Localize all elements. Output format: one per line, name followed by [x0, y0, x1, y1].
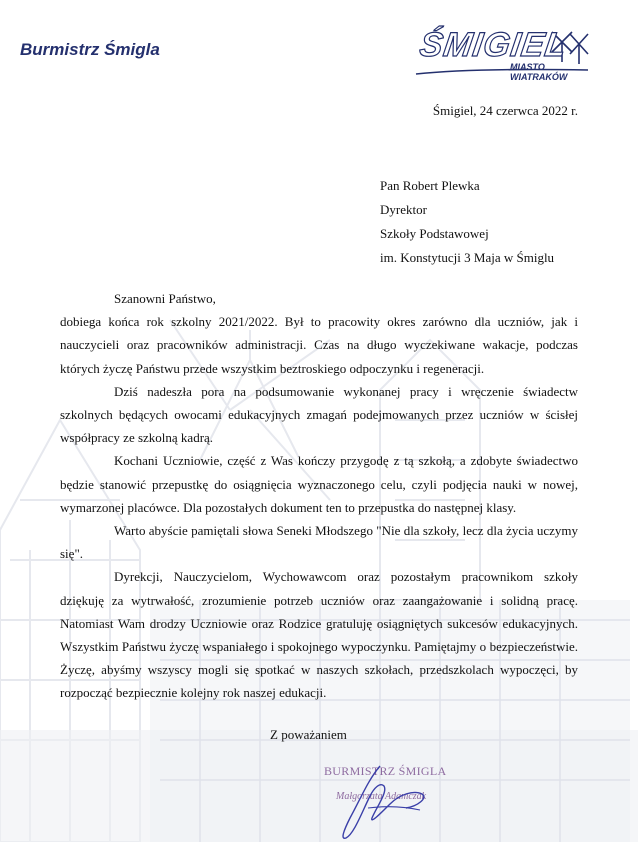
- recipient-school-name: im. Konstytucji 3 Maja w Śmiglu: [380, 250, 555, 265]
- handwritten-signature: [310, 760, 490, 842]
- recipient-school: Szkoły Podstawowej: [380, 226, 489, 241]
- recipient-position: Dyrektor: [380, 202, 427, 217]
- letter-date: Śmigiel, 24 czerwca 2022 r.: [432, 103, 578, 118]
- paragraph-3: Kochani Uczniowie, część z Was kończy przygodę z tą szkołą, a zdobyte świadectwo będzie stanowić przepustkę do osiągnięcia wyznaczonego celu, czyli podjęcia nauki w nowej, wymarzonej placówce. Dla pozostałych dokument ten to przepustka do następnej klasy.: [60, 453, 578, 515]
- recipient-block: [380, 174, 554, 270]
- paragraph-4: Warto abyście pamiętali słowa Seneki Młodszego "Nie dla szkoły, lecz dla życia uczymy się".: [60, 523, 578, 562]
- salutation: Szanowni Państwo,: [114, 291, 216, 306]
- stamp-title: BURMISTRZ ŚMIGLA: [324, 764, 447, 778]
- paragraph-2: Dziś nadeszła pora na podsumowanie wykonanej pracy i wręczenie świadectw szkolnych będących owocami edukacyjnych zmagań podejmowanych przez uczniów w ścisłej współpracy ze szkolną kadrą.: [60, 383, 578, 446]
- mayor-stamp: [310, 760, 490, 842]
- stamp-name: Małgorzata Adamczak: [336, 791, 427, 802]
- logo-wordmark: ŚMIGIEL: [417, 26, 570, 64]
- sender-title: Burmistrz Śmigla: [20, 40, 160, 59]
- letter-body: [60, 287, 578, 705]
- closing-phrase: Z poważaniem: [270, 727, 347, 742]
- logo-tagline: MIASTO WIATRAKÓW: [510, 62, 568, 82]
- paragraph-1: dobiega końca rok szkolny 2021/2022. Był to pracowity okres zarówno dla uczniów, jak i nauczycieli oraz pracowników administracji. Czas na długo wyczekiwane wakacje, podczas których życzę Państwu przede wszystkim beztroskiego odpoczynku i regeneracji.: [60, 314, 578, 376]
- paragraph-5: Dyrekcji, Nauczycielom, Wychowawcom oraz pozostałym pracownikom szkoły dziękuję za wytrwałość, zrozumienie potrzeb uczniów oraz zaangażowanie i solidną pracę. Natomiast Wam drodzy Uczniowie oraz Rodzice gratuluję osiągniętych sukcesów edukacyjnych. Wszystkim Państwu życzę wspaniałego i spokojnego wypoczynku. Pamiętajmy o bezpieczeństwie. Życzę, abyśmy wszyscy mogli się spotkać w naszych szkołach, przedszkolach wypoczęci, by rozpocząć bezpiecznie kolejny rok naszej edukacji.: [60, 569, 578, 701]
- smigiel-logo: [412, 22, 602, 84]
- recipient-name: Pan Robert Plewka: [380, 178, 480, 193]
